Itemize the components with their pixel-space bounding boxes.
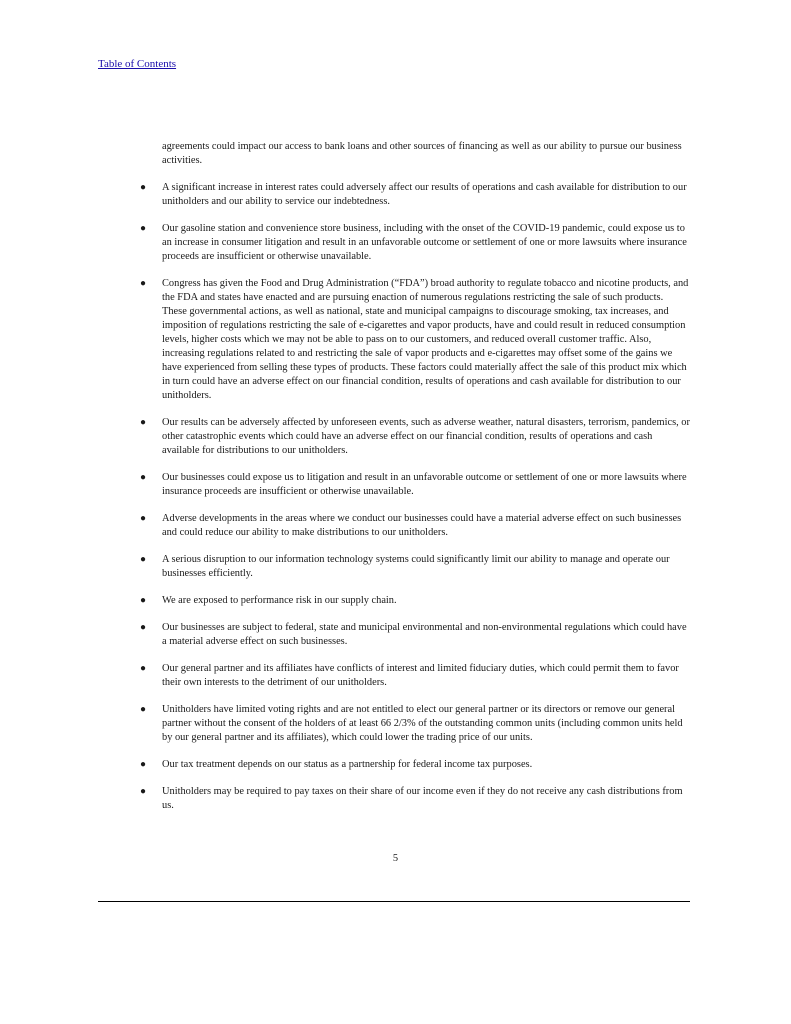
risk-bullet-list xyxy=(138,181,690,813)
bullet-item xyxy=(138,222,690,264)
bullet-icon: ● xyxy=(140,759,147,770)
bullet-item xyxy=(138,277,690,403)
bullet-text: Our general partner and its affiliates have conflicts of interest and limited fiduciary duties, which could permit them to favor their own interests to the detriment of our unitholders. xyxy=(162,663,679,688)
bullet-icon: ● xyxy=(140,513,147,524)
bullet-item xyxy=(138,553,690,581)
risk-factors-section xyxy=(138,140,690,826)
bullet-item xyxy=(138,785,690,813)
bullet-icon: ● xyxy=(140,622,147,633)
bullet-item xyxy=(138,512,690,540)
lead-paragraph: agreements could impact our access to bank loans and other sources of financing as well as our ability to pursue our business activities. xyxy=(162,141,682,166)
bullet-item xyxy=(138,181,690,209)
bullet-text: A serious disruption to our information technology systems could significantly limit our ability to manage and operate our businesses efficiently. xyxy=(162,554,670,579)
bullet-icon: ● xyxy=(140,472,147,483)
footer-divider xyxy=(98,901,690,902)
bullet-text: Our businesses are subject to federal, state and municipal environmental and non-environmental regulations which could have a material adverse effect on such businesses. xyxy=(162,622,687,647)
bullet-icon: ● xyxy=(140,182,147,193)
page-number: 5 xyxy=(392,853,399,864)
bullet-text: Adverse developments in the areas where we conduct our businesses could have a material adverse effect on such businesses and could reduce our ability to make distributions to our unitholders. xyxy=(162,513,682,538)
bullet-text: Our businesses could expose us to litigation and result in an unfavorable outcome or settlement of one or more lawsuits where insurance proceeds are insufficient or otherwise unavailable. xyxy=(162,472,687,497)
bullet-icon: ● xyxy=(140,223,147,234)
bullet-item xyxy=(138,416,690,458)
bullet-icon: ● xyxy=(140,554,147,565)
bullet-icon: ● xyxy=(140,417,147,428)
bullet-text: Congress has given the Food and Drug Administration (“FDA”) broad authority to regulate tobacco and nicotine products, and the FDA and states have enacted and are pursuing enaction of numerous regulations restricting the sale of such products. These governmental actions, as well as national, state and municipal campaigns to discourage smoking, tax increases, and imposition of regulations restricting the sale of e-cigarettes and vapor products, have and could result in reduced consumption levels, higher costs which we may not be able to pass on to our customers, and reduced overall customer traffic. Also, increasing regulations related to and restricting the sale of vapor products and e-cigarettes may offset some of the gains we have experienced from selling these types of products. These factors could materially affect the sale of this product mix which in turn could have an adverse effect on our financial condition, results of operations and cash available for distribution to our unitholders. xyxy=(162,278,689,401)
bullet-item xyxy=(138,471,690,499)
bullet-item xyxy=(138,621,690,649)
bullet-text: A significant increase in interest rates could adversely affect our results of operations and cash available for distribution to our unitholders and our ability to service our indebtedness. xyxy=(162,182,687,207)
bullet-text: Our gasoline station and convenience store business, including with the onset of the COVID-19 pandemic, could expose us to an increase in consumer litigation and result in an unfavorable outcome or settlement of one or more lawsuits where insurance proceeds are insufficient or otherwise unavailable. xyxy=(162,223,687,262)
bullet-item xyxy=(138,703,690,745)
bullet-icon: ● xyxy=(140,663,147,674)
bullet-text: We are exposed to performance risk in our supply chain. xyxy=(162,595,397,606)
bullet-icon: ● xyxy=(140,278,147,289)
bullet-text: Our tax treatment depends on our status as a partnership for federal income tax purposes. xyxy=(162,759,533,770)
bullet-text: Our results can be adversely affected by unforeseen events, such as adverse weather, natural disasters, terrorism, pandemics, or other catastrophic events which could have an adverse effect on our financial condition, results of operations and cash available for distributions to our unitholders. xyxy=(162,417,690,456)
bullet-icon: ● xyxy=(140,786,147,797)
bullet-text: Unitholders have limited voting rights and are not entitled to elect our general partner or its directors or remove our general partner without the consent of the holders of at least 66 2/3% of the outstanding common units (including common units held by our general partner and its affiliates), which could lower the trading price of our units. xyxy=(162,704,683,743)
table-of-contents-link[interactable]: Table of Contents xyxy=(98,58,177,70)
bullet-item xyxy=(138,758,690,772)
bullet-text: Unitholders may be required to pay taxes on their share of our income even if they do not receive any cash distributions from us. xyxy=(162,786,683,811)
bullet-item xyxy=(138,594,690,608)
bullet-icon: ● xyxy=(140,704,147,715)
bullet-icon: ● xyxy=(140,595,147,606)
bullet-item xyxy=(138,662,690,690)
